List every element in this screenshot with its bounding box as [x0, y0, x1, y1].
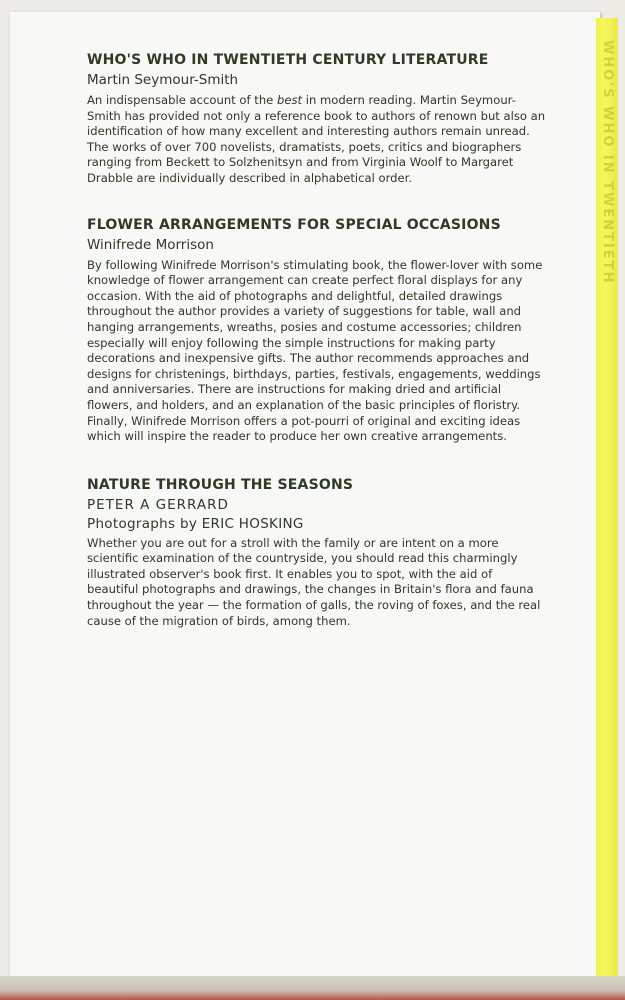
- book-author: Winifrede Morrison: [87, 236, 214, 253]
- book-blurb: [87, 93, 547, 187]
- book-title: WHO'S WHO IN TWENTIETH CENTURY LITERATURE: [87, 52, 489, 68]
- jacket-bottom-edge: [0, 976, 625, 1000]
- blurb-text-start: An indispensable account of the: [87, 93, 277, 107]
- book-author: PETER A GERRARD: [87, 496, 229, 513]
- photo-credit: Photographs by ERIC HOSKING: [87, 515, 304, 532]
- book-blurb: By following Winifrede Morrison's stimulating book, the flower-lover with some knowledge of flower arrangement can create perfect floral displays for any occasion. With the aid of photographs and delightful, detailed drawings throughout the author provides a variety of suggestions for table, wall and hanging arrangements, wreaths, posies and costume accessories; children especially will enjoy following the simple instructions for making party decorations and inexpensive gifts. The author recommends approaches and designs for christenings, birthdays, parties, festivals, engagements, weddings and anniversaries. There are instructions for making dried and artificial flowers, and holders, and an explanation of the basic principles of floristry. Finally, Winifrede Morrison offers a pot-pourri of original and exciting ideas which will inspire the reader to produce her own creative arrangements.: [87, 257, 543, 444]
- book-title: FLOWER ARRANGEMENTS FOR SPECIAL OCCASIONS: [87, 216, 501, 233]
- book-entry-whos-who: [87, 52, 547, 187]
- book-title: NATURE THROUGH THE SEASONS: [87, 476, 354, 493]
- book-entry-flower-arrangements: [87, 217, 547, 445]
- book-list: [87, 52, 547, 629]
- spine-title: WHO'S WHO IN TWENTIETH: [600, 40, 615, 285]
- blurb-emphasis: best: [276, 93, 303, 107]
- blurb-text-end: in modern reading. Martin Seymour-Smith has provided not only a reference book to authors of renown but also an identification of how many excellent and interesting authors remain unread. The works of over 700 novelists, dramatists, poets, critics and biographers ranging from Beckett to Solzhenitsyn and from Virginia Woolf to Margaret Drabble are individually described in alphabetical order.: [87, 93, 546, 185]
- book-author: Martin Seymour-Smith: [87, 72, 239, 88]
- book-blurb: Whether you are out for a stroll with the family or are intent on a more scientific examination of the countryside, you should read this charmingly illustrated observer's book first. It enables you to spot, with the aid of beautiful photographs and drawings, the changes in Britain's flora and fauna throughout the year — the formation of galls, the roving of foxes, and the real cause of the migration of birds, among them.: [87, 535, 541, 628]
- book-entry-nature-seasons: [87, 477, 547, 630]
